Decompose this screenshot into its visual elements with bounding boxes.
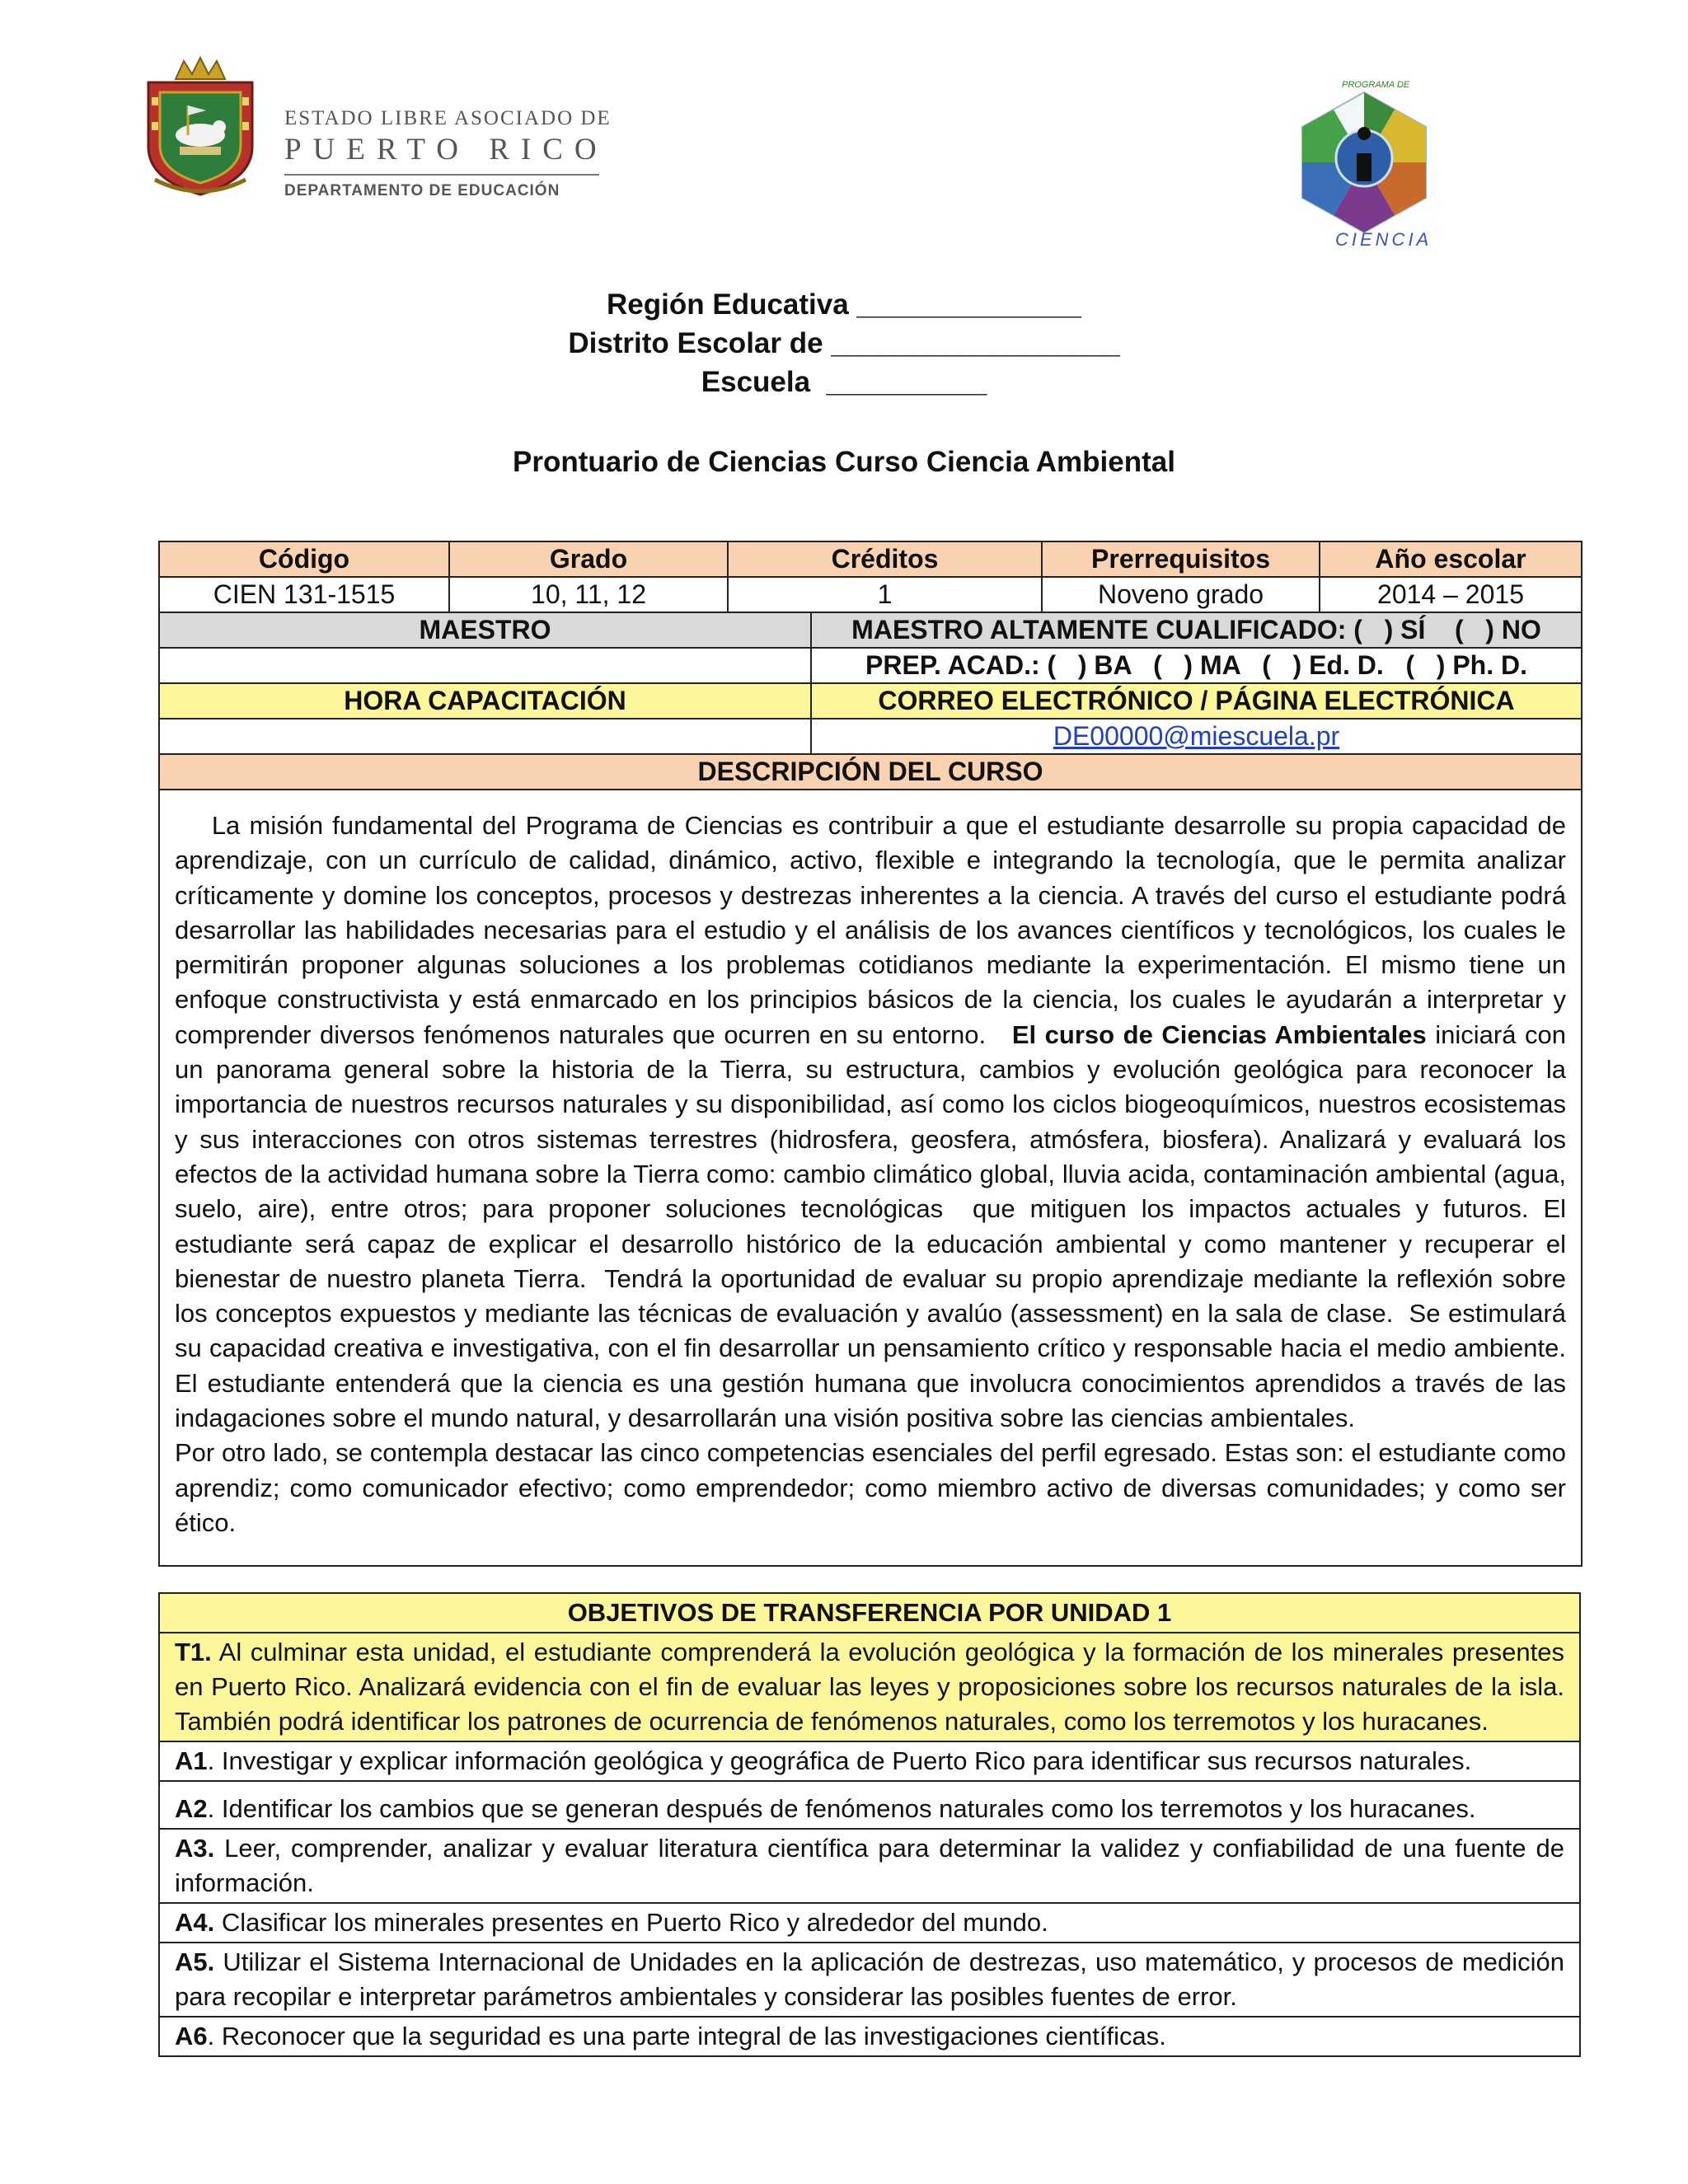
- objective-code: A1: [175, 1746, 208, 1775]
- header-codigo: Código: [159, 541, 449, 577]
- hora-correo-values-row: [159, 719, 1582, 754]
- program-bottom-label: CIENCIA: [1335, 229, 1432, 249]
- maestro-label: MAESTRO: [159, 612, 811, 648]
- t1-text: Al culminar esta unidad, el estudiante comprenderá la evolución geológica y la formación de los minerales presentes en Puerto Rico. Analizará evidencia con el fin de evaluar las leyes y proposiciones sobre los recursos naturales de la isla. También podrá identificar los patrones de ocurrencia de fenómenos naturales, como los terremotos y los huracanes.: [175, 1638, 1564, 1736]
- header-grado: Grado: [449, 541, 728, 577]
- t1-cell: [159, 1633, 1580, 1741]
- department-name: DEPARTAMENTO DE EDUCACIÓN: [284, 182, 560, 199]
- objective-row-a6: [159, 2017, 1580, 2056]
- descripcion-header-row: [159, 754, 1582, 790]
- objective-code: A3.: [175, 1834, 215, 1863]
- course-description: [159, 790, 1582, 1566]
- prep-academica-label: PREP. ACAD.: ( ) BA ( ) MA ( ) Ed. D. ( ) Ph. D.: [811, 648, 1582, 683]
- hora-capacitacion-value: [159, 719, 811, 754]
- descripcion-row: [159, 790, 1582, 1566]
- course-values-row: [159, 577, 1582, 612]
- header-divider: [284, 174, 599, 176]
- header-prerrequisitos: Prerrequisitos: [1042, 541, 1320, 577]
- descripcion-label: DESCRIPCIÓN DEL CURSO: [159, 754, 1582, 790]
- objective-a5: [159, 1943, 1580, 2017]
- value-prerrequisitos: Noveno grado: [1042, 577, 1320, 612]
- objective-row-a4: [159, 1903, 1580, 1943]
- course-header-row: [159, 541, 1582, 577]
- email-cell: [811, 719, 1582, 754]
- state-line-1: ESTADO LIBRE ASOCIADO DE: [284, 107, 612, 129]
- maestro-value: [159, 648, 811, 683]
- objective-row-a1: [159, 1741, 1580, 1781]
- description-paragraph-1: [175, 808, 1581, 1436]
- program-top-label: PROGRAMA DE: [1342, 80, 1410, 90]
- description-part-2: iniciará con un panorama general sobre la historia de la Tierra, su estructura, cambios y evolución geológica para reconocer la importancia de nuestros recursos naturales y su disponibilidad, así como los ciclos biogeoquímicos, nuestros ecosistemas y sus interacciones con otros sistemas terrestres (hidrosfera, geosfera, atmósfera, biosfera). Analizará y evaluará los efectos de la actividad humana sobre la Tierra como: cambio climático global, lluvia acida, contaminación ambiental (agua, suelo, aire), entre otros; para proponer soluciones tecnológicas que mitiguen los impactos actuales y futuros. El estudiante será capaz de explicar el desarrollo histórico de la educación ambiental y como mantener y recuperar el bienestar de nuestro planeta Tierra. Tendrá la oportunidad de evaluar su propio aprendizaje mediante la reflexión sobre los conceptos expuestos y mediante las técnicas de evaluación y avalúo (assessment) en la sala de clase. Se estimulará su capacidad creativa e investigativa, con el fin desarrollar un pensamiento crítico y responsable hacia el medio ambiente. El estudiante entenderá que la ciencia es una gestión humana que involucra conocimientos aprendidos a través de las indagaciones sobre el mundo natural, y desarrollarán una visión positiva sobre las ciencias ambientales.: [175, 1019, 1581, 1433]
- page-title: Prontuario de Ciencias Curso Ciencia Ambiental: [513, 446, 1175, 478]
- objective-code: A6: [175, 2022, 208, 2050]
- hora-capacitacion-label: HORA CAPACITACIÓN: [159, 683, 811, 719]
- objectives-title-row: [159, 1593, 1580, 1633]
- value-ano-escolar: 2014 – 2015: [1320, 577, 1582, 612]
- email-link[interactable]: DE00000@miescuela.pr: [1053, 721, 1340, 751]
- correo-label: CORREO ELECTRÓNICO / PÁGINA ELECTRÓNICA: [811, 683, 1582, 719]
- objective-text: . Identificar los cambios que se generan después de fenómenos naturales como los terremotos y los huracanes.: [207, 1794, 1476, 1823]
- description-paragraph-2: Por otro lado, se contempla destacar las cinco competencias esenciales del perfil egresado. Estas son: el estudiante como aprendiz; como comunicador efectivo; como emprendedor; como miembro activo de diversas comunidades; y como ser ético.: [175, 1438, 1567, 1537]
- qualified-teacher-label: MAESTRO ALTAMENTE CUALIFICADO: ( ) SÍ ( ) NO: [811, 612, 1582, 648]
- objective-a1: [159, 1741, 1580, 1781]
- maestro-row: [159, 612, 1582, 648]
- description-bold: El curso de Ciencias Ambientales: [1011, 1019, 1427, 1049]
- objective-row-a5: [159, 1943, 1580, 2017]
- state-line-2: PUERTO RICO: [284, 133, 608, 166]
- objective-text: Leer, comprender, analizar y evaluar literatura científica para determinar la validez y confiabilidad de una fuente de información.: [175, 1834, 1564, 1897]
- objectives-title: OBJETIVOS DE TRANSFERENCIA POR UNIDAD 1: [159, 1593, 1580, 1633]
- school-line: Escuela __________: [701, 366, 987, 398]
- course-info-table: [158, 541, 1582, 1567]
- t1-code: T1.: [175, 1638, 212, 1666]
- objective-code: A4.: [175, 1908, 215, 1937]
- district-line: Distrito Escolar de __________________: [568, 327, 1120, 359]
- puerto-rico-coat-of-arms-icon: [138, 56, 262, 198]
- region-line: Región Educativa ______________: [607, 288, 1081, 321]
- objective-a4: [159, 1903, 1580, 1943]
- objective-a3: [159, 1829, 1580, 1903]
- description-part-1: La misión fundamental del Programa de Ciencias es contribuir a que el estudiante desarrolle su propia capacidad de aprendizaje, con un currículo de calidad, dinámico, activo, flexible e integrando la tecnología, que le permita analizar críticamente y domine los conceptos, procesos y destrezas inherentes a la ciencia. A través del curso el estudiante podrá desarrollar las habilidades necesarias para el estudio y el análisis de los avances científicos y tecnológicos, los cuales le permitirán proponer algunas soluciones a los problemas cotidianos mediante la experimentación. El mismo tiene un enfoque constructivista y está enmarcado en los principios básicos de la ciencia, los cuales le ayudarán a interpretar y comprender diversos fenómenos naturales que ocurren en su entorno.: [175, 811, 1573, 1049]
- department-header: [284, 107, 612, 200]
- objectives-table: [158, 1592, 1581, 2057]
- objective-text: . Investigar y explicar información geológica y geográfica de Puerto Rico para identificar sus recursos naturales.: [207, 1746, 1472, 1775]
- header-creditos: Créditos: [728, 541, 1042, 577]
- objective-row-a3: [159, 1829, 1580, 1903]
- value-creditos: 1: [728, 577, 1042, 612]
- hora-correo-row: [159, 683, 1582, 719]
- objective-text: Utilizar el Sistema Internacional de Unidades en la aplicación de destrezas, uso matemático, y procesos de medición para recopilar e interpretar parámetros ambientales y considerar las posibles fuentes de error.: [175, 1947, 1564, 2011]
- value-grado: 10, 11, 12: [449, 577, 728, 612]
- objective-code: A2: [175, 1794, 208, 1823]
- prep-row: [159, 648, 1582, 683]
- t1-row: [159, 1633, 1580, 1741]
- objective-a6: [159, 2017, 1580, 2056]
- objective-text: . Reconocer que la seguridad es una parte integral de las investigaciones científicas.: [207, 2022, 1166, 2050]
- objective-code: A5.: [175, 1947, 215, 1976]
- objective-a2: [159, 1781, 1580, 1829]
- objective-row-a2: [159, 1781, 1580, 1829]
- ciencia-program-hexagon-icon: [1286, 76, 1442, 249]
- value-codigo: CIEN 131-1515: [159, 577, 449, 612]
- objective-text: Clasificar los minerales presentes en Puerto Rico y alrededor del mundo.: [214, 1908, 1048, 1937]
- header-ano-escolar: Año escolar: [1320, 541, 1582, 577]
